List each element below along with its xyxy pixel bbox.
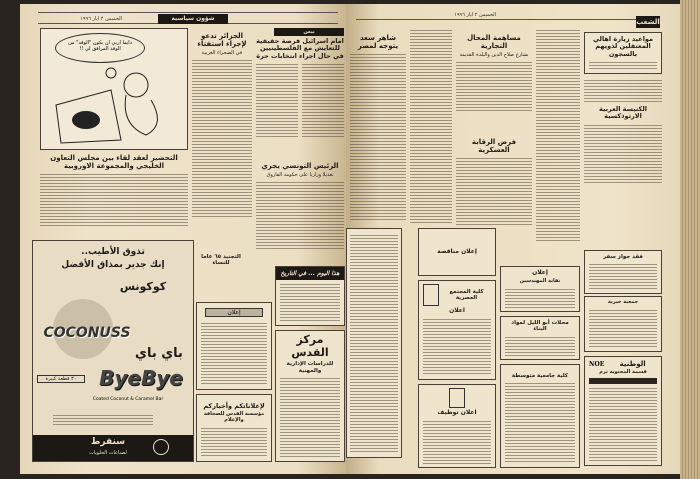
ad-lost-passport xyxy=(584,250,662,294)
article-church xyxy=(584,78,662,183)
ad-footer xyxy=(33,435,193,461)
promo-body xyxy=(201,426,267,458)
ad-charity xyxy=(584,296,662,352)
headline-shops: مساهمة المحال التجارية xyxy=(467,34,521,51)
subhead-shops: بشارع صلاح الدين والبلدة القديمة xyxy=(459,52,529,59)
headline-censorship: فرض الرقابة العسكرية xyxy=(471,138,517,155)
headline-visits: مواعيد زيارة اهالي المعتقلين لذويهم بالسجون xyxy=(592,35,654,58)
page-header xyxy=(38,12,338,24)
ad-title: كلية المجتمع العصرية xyxy=(449,288,484,301)
building-icon xyxy=(449,388,465,408)
article-body xyxy=(350,52,406,222)
ad-college xyxy=(418,280,496,380)
ad-title: جمعية خيرية xyxy=(607,299,639,305)
quds-body xyxy=(280,376,340,458)
ad-sub: اعلان xyxy=(449,307,465,314)
right-page xyxy=(346,4,680,474)
classified-column xyxy=(346,228,402,458)
ad-tagline-1: تذوق الأطيب.. xyxy=(81,247,145,257)
ad-sub: نقابة المهندسين xyxy=(519,277,561,284)
cartoon-drawing-icon xyxy=(51,65,179,145)
header-date: الخميس ٢ ايار ١٩٩٦ xyxy=(454,12,496,18)
page-header xyxy=(356,10,636,20)
ad-sub: قسمة المحتوية ترم xyxy=(599,369,647,376)
subhead-algeria: في الصحراء الغربية xyxy=(201,50,243,57)
headline-church: الكنيسة العربية الارثوذكسية xyxy=(599,105,647,121)
article-shops xyxy=(456,34,532,112)
ad-engineers xyxy=(500,266,580,312)
maker-emblem-icon xyxy=(153,439,169,455)
maker-logo: سنقرط xyxy=(91,437,125,447)
ad-title: كلية جامعية متوسطة xyxy=(511,373,569,379)
left-page xyxy=(20,4,346,474)
brand-coconuss-ar: كوكونس xyxy=(119,280,167,293)
article-algeria xyxy=(192,32,252,218)
promo-sub: مؤسسة القدس للصحافة والإعلام xyxy=(203,411,265,424)
ad-tagline-2: إنك جدير بمذاق الأفضل xyxy=(61,260,165,270)
ad-tender xyxy=(418,228,496,276)
headline-conscription: التجنيد ٦٥ عاما للنساء xyxy=(201,254,241,267)
newspaper-logo: الشعب xyxy=(636,18,660,26)
promo-box xyxy=(196,394,272,462)
quds-sub: للدراسات الإدارية والمهنية xyxy=(286,361,334,374)
promo-title: لإعلاناتكم وأخباركم xyxy=(203,402,265,410)
article-shaher xyxy=(350,34,406,222)
article-censorship xyxy=(456,138,532,226)
article-tunisia xyxy=(256,162,344,250)
ad-community-college xyxy=(500,364,580,468)
ad-title: إعلان مناقصة xyxy=(437,247,477,255)
history-box xyxy=(275,266,345,326)
maker-sub: لصناعات الحلويات xyxy=(89,450,127,456)
cartoon xyxy=(40,28,188,150)
visits-article xyxy=(584,32,662,74)
notice-box xyxy=(196,302,272,390)
brand-byebye-ar: باي باي xyxy=(135,346,183,361)
history-title: هذا اليوم ... في التاريخ xyxy=(276,267,344,280)
headline-gcc: التحضير لعقد لقاء بين مجلس التعاون الخليجي والمجموعة الاوروبية xyxy=(50,154,178,171)
article-body xyxy=(584,123,662,183)
ad-body xyxy=(53,413,153,427)
ad-title: الوطنية xyxy=(619,360,646,368)
ad-brand: NOE xyxy=(589,360,605,368)
headline-shaher: شاهر سعد يتوجه لمصر xyxy=(357,34,399,51)
article-body xyxy=(410,28,452,224)
ad-title: إعلان xyxy=(532,269,548,276)
ad-title: فقد جواز سفر xyxy=(603,254,643,260)
quds-ad xyxy=(275,330,345,462)
article-body xyxy=(40,172,188,226)
notice-title: إعلان xyxy=(205,308,263,317)
headline-tunisia: الرئيس التونسي يجري xyxy=(261,162,339,170)
ad-stripe xyxy=(589,378,657,384)
header-date: الخميس ٢ ايار ١٩٩٦ xyxy=(80,16,122,22)
article-gcc xyxy=(40,154,188,226)
brand-coconuss: COCONUSS xyxy=(43,325,131,341)
ad-building-materials xyxy=(500,316,580,360)
building-icon xyxy=(423,284,439,306)
article-body xyxy=(256,180,344,250)
headline-israel: امام اسرائيل فرصة حقيقية للتعايش مع الفلسطينيين في حال اجراء انتخابات حرة xyxy=(256,37,344,60)
ad-desc: Coated Coconut & Caramel Bar xyxy=(92,397,164,402)
article-body xyxy=(456,156,532,226)
article-body xyxy=(589,60,657,70)
quds-title: مركز القدس xyxy=(291,333,329,359)
binding-edge xyxy=(680,0,700,479)
headline-algeria: الجزائر تدعو لإجراء استفتاء xyxy=(197,32,247,49)
brand-byebye: ByeBye xyxy=(99,366,183,390)
ad-badge: ٣٠ قطعة كبيرة xyxy=(37,375,85,383)
article-body xyxy=(302,62,344,138)
notice-body xyxy=(201,321,267,386)
ad-employment xyxy=(418,384,496,468)
ad-title: محلات أبو الليل لمواد البناء xyxy=(511,320,569,333)
article-body xyxy=(456,60,532,112)
section-label: شؤون سياسية xyxy=(158,14,228,24)
article-israel xyxy=(256,28,344,138)
cartoon-speech: دايما اربي ان يكون "الوفد" من الوفد المرافق لي !! xyxy=(55,33,145,63)
ad-insurance xyxy=(584,356,662,466)
coconuss-ad xyxy=(32,240,194,462)
kicker: بيغن xyxy=(274,28,344,36)
article-body xyxy=(584,78,662,104)
subhead-tunisia: تعديلا وزاريا على حكومة الفاروق xyxy=(266,172,334,179)
ad-title: اعلان توظيف xyxy=(437,409,477,416)
article-body xyxy=(536,28,580,243)
article-conscription xyxy=(192,254,250,267)
history-body xyxy=(280,282,340,322)
article-body xyxy=(192,58,252,218)
article-body xyxy=(256,62,298,138)
